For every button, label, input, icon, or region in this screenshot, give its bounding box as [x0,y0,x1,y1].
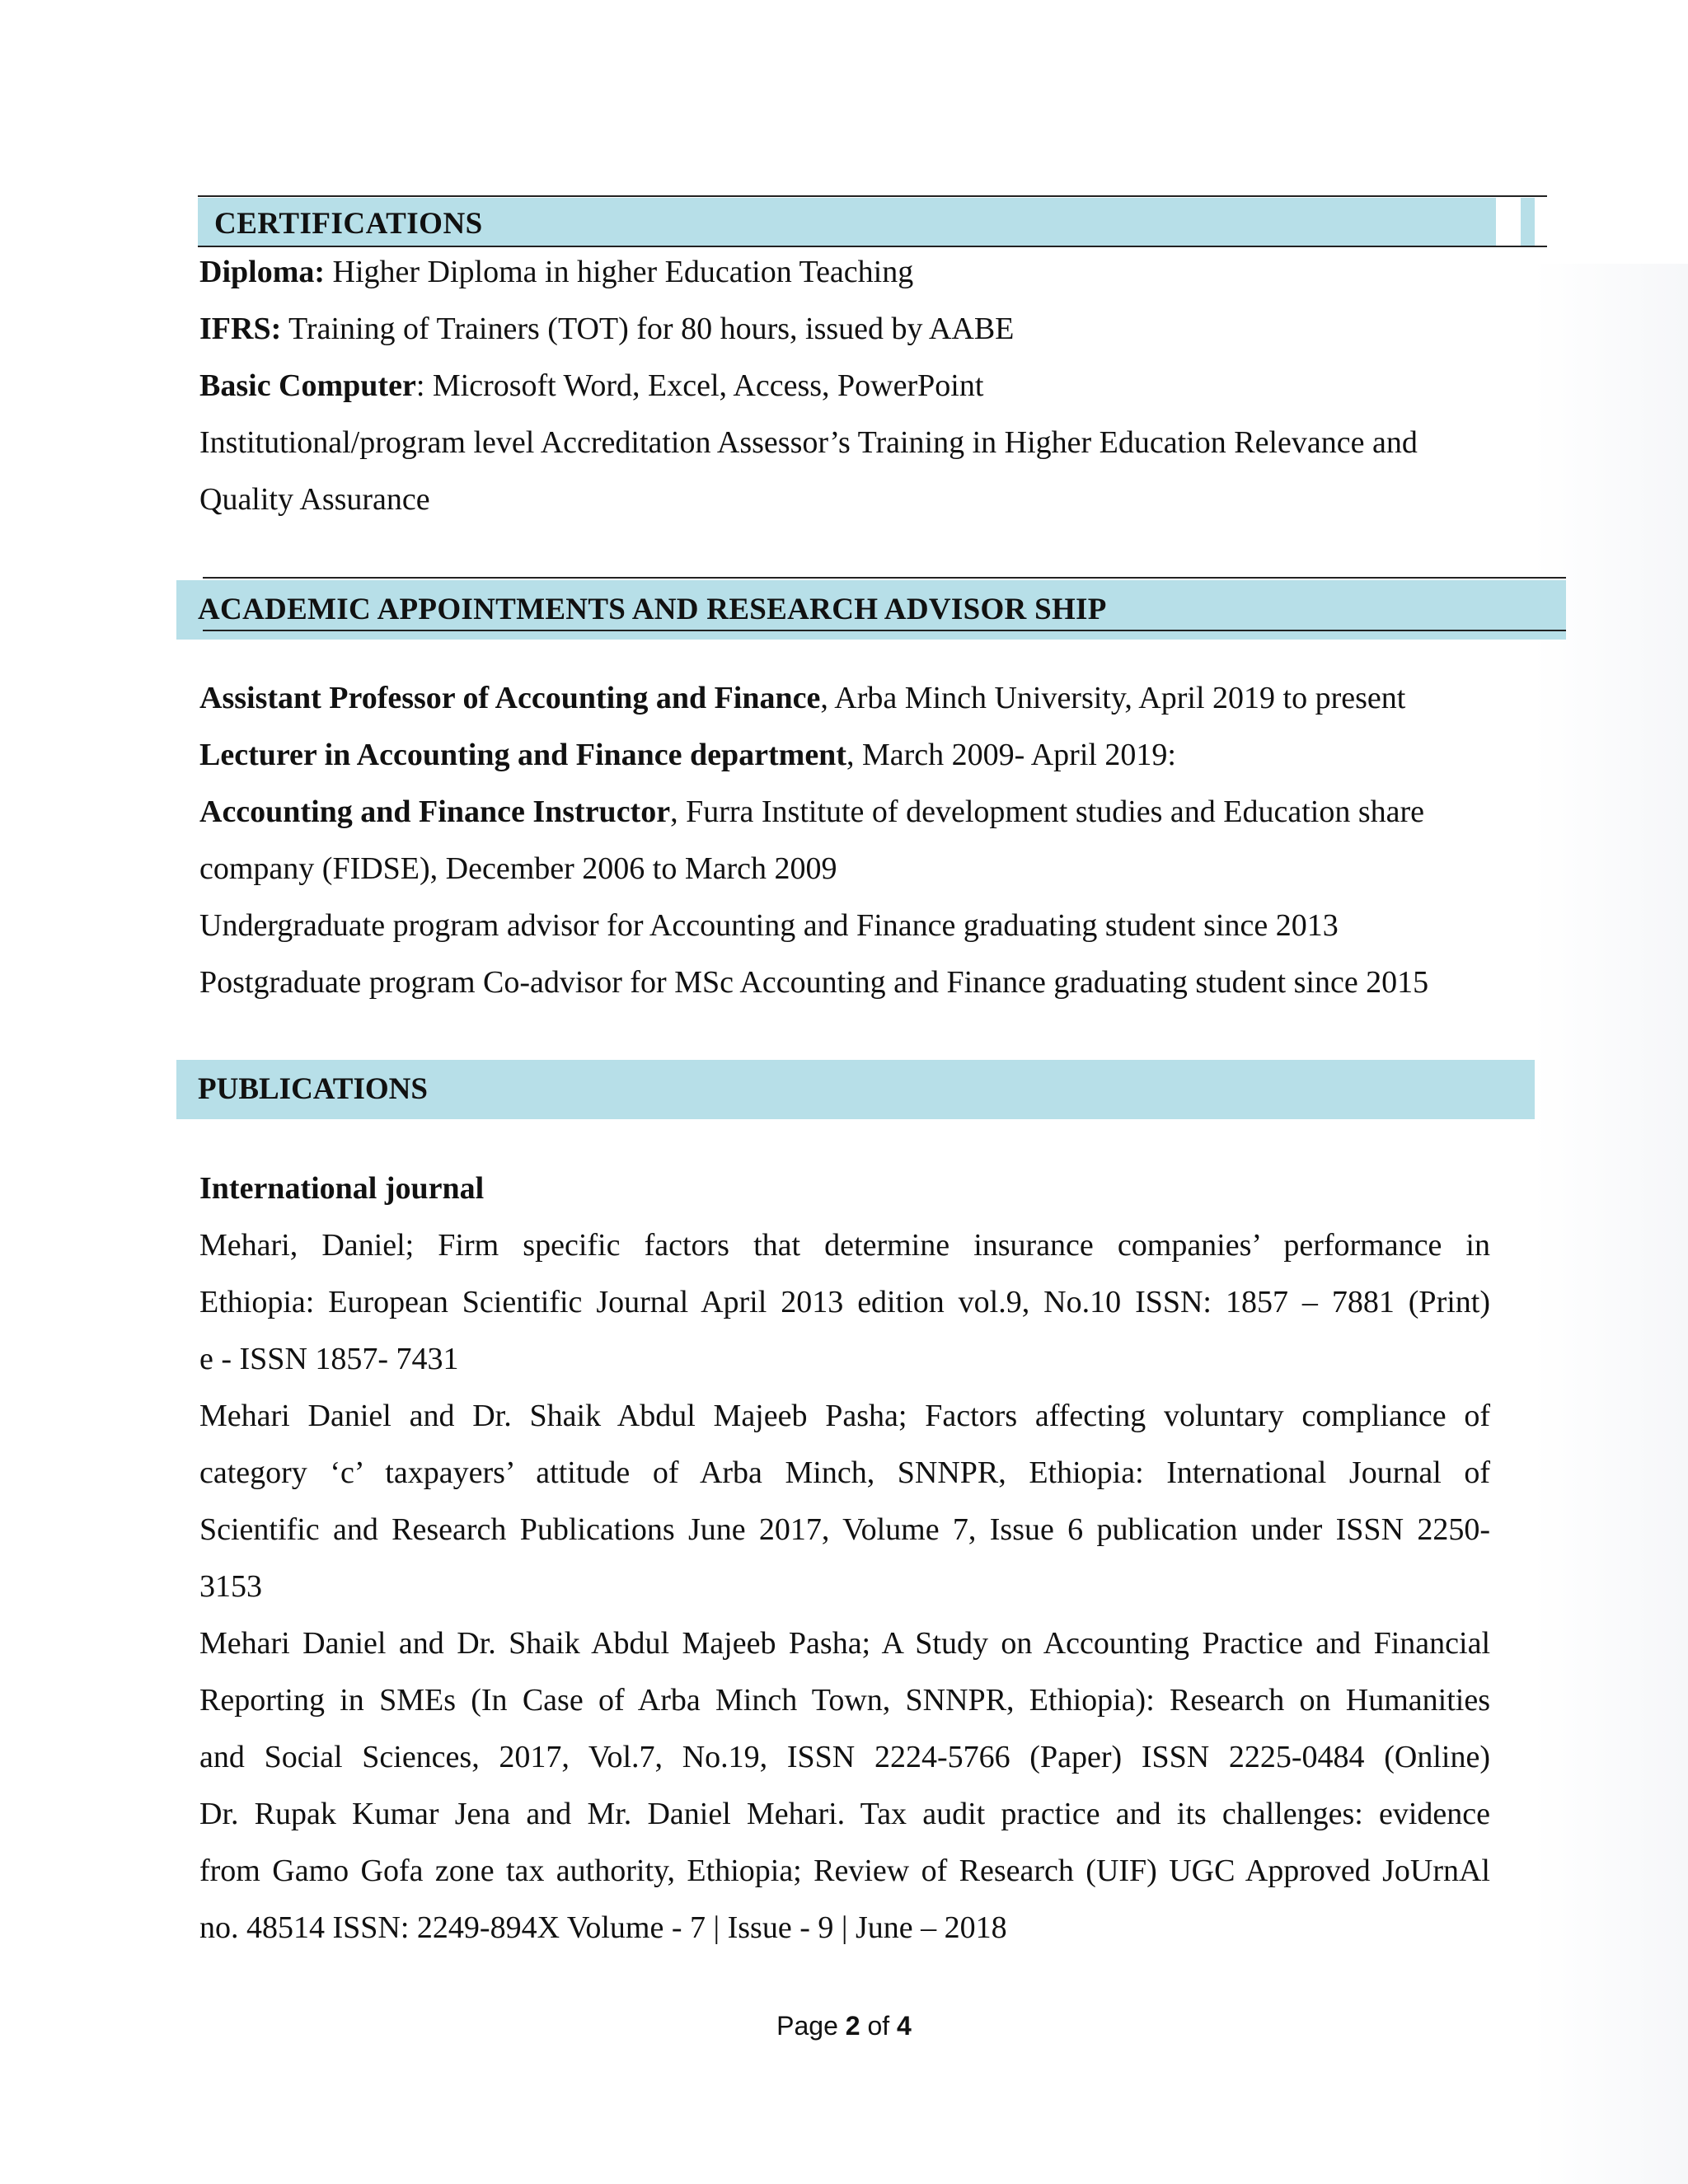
appointments-bottom-rule [203,630,1566,631]
header-band-edge [1535,198,1547,246]
publications-subheading: International journal [199,1171,485,1206]
certification-basic-computer [199,358,1490,415]
publication-line: from Gamo Gofa zone tax authority, Ethiopia; Review of Research (UIF) UGC Approved JoUrnAl [199,1854,1490,1888]
certifications-heading: CERTIFICATIONS [214,207,483,241]
appointment-instructor [199,784,1490,841]
accreditation-line-2: Quality Assurance [199,482,430,517]
publication-line: Dr. Rupak Kumar Jena and Mr. Daniel Mehari. Tax audit practice and its challenges: evidence [199,1797,1490,1831]
publication-line: category ‘c’ taxpayers’ attitude of Arba Minch, SNNPR, Ethiopia: International Journal of [199,1455,1490,1490]
publication-line: 3153 [199,1569,262,1604]
publication-line: Scientific and Research Publications June 2017, Volume 7, Issue 6 publication under ISSN 2250- [199,1512,1490,1547]
certification-text: : Microsoft Word, Excel, Access, PowerPoint [415,368,984,403]
publication-line: Ethiopia: European Scientific Journal April 2013 edition vol.9, No.10 ISSN: 1857 – 7881 (Print) [199,1285,1490,1319]
appointment-role: Lecturer in Accounting and Finance department [199,738,846,772]
certification-label: Basic Computer [199,368,416,403]
appointment-role: Assistant Professor of Accounting and Finance [199,681,821,715]
appointment-detail: , Arba Minch University, April 2019 to present [820,681,1406,715]
publication-line: and Social Sciences, 2017, Vol.7, No.19, ISSN 2224-5766 (Paper) ISSN 2225-0484 (Online) [199,1740,1490,1774]
page-word: Page [776,2011,846,2041]
total-page-number: 4 [897,2011,912,2041]
appointments-heading: ACADEMIC APPOINTMENTS AND RESEARCH ADVISOR SHIP [198,593,1107,626]
current-page-number: 2 [845,2011,860,2041]
certification-text: Training of Trainers (TOT) for 80 hours, issued by AABE [281,312,1015,346]
publication-line: Mehari, Daniel; Firm specific factors that determine insurance companies’ performance in [199,1228,1490,1263]
certification-diploma [199,244,1490,301]
certifications-top-rule [198,195,1547,197]
page-number-footer [0,2011,1688,2041]
appointment-detail: , Furra Institute of development studies and Education share [670,794,1425,829]
page-side-shade [1533,264,1688,2184]
publication-line: e - ISSN 1857- 7431 [199,1342,459,1376]
advisor-line-postgraduate: Postgraduate program Co-advisor for MSc Accounting and Finance graduating student since 2015 [199,965,1429,1000]
appointment-lecturer [199,727,1490,784]
header-band-gap [1496,198,1521,246]
publications-heading: PUBLICATIONS [198,1072,428,1106]
appointment-assistant-professor [199,670,1490,727]
accreditation-line-1: Institutional/program level Accreditation Assessor’s Training in Higher Education Relevance and [199,425,1418,460]
certification-ifrs [199,301,1490,358]
publication-line: Mehari Daniel and Dr. Shaik Abdul Majeeb Pasha; A Study on Accounting Practice and Financial [199,1626,1490,1661]
appointment-role: Accounting and Finance Instructor [199,794,671,829]
appointment-detail: , March 2009- April 2019: [846,738,1176,772]
appointments-top-rule [203,577,1566,579]
appointment-instructor-continuation: company (FIDSE), December 2006 to March 2009 [199,851,837,886]
advisor-line-undergraduate: Undergraduate program advisor for Accounting and Finance graduating student since 2013 [199,908,1339,943]
publication-line: Mehari Daniel and Dr. Shaik Abdul Majeeb Pasha; Factors affecting voluntary compliance of [199,1399,1490,1433]
publication-line: no. 48514 ISSN: 2249-894X Volume - 7 | Issue - 9 | June – 2018 [199,1910,1007,1945]
certification-label: Diploma: [199,255,325,289]
of-word: of [860,2011,898,2041]
certification-label: IFRS: [199,312,282,346]
certification-text: Higher Diploma in higher Education Teaching [325,255,914,289]
publication-line: Reporting in SMEs (In Case of Arba Minch Town, SNNPR, Ethiopia): Research on Humanities [199,1683,1490,1718]
